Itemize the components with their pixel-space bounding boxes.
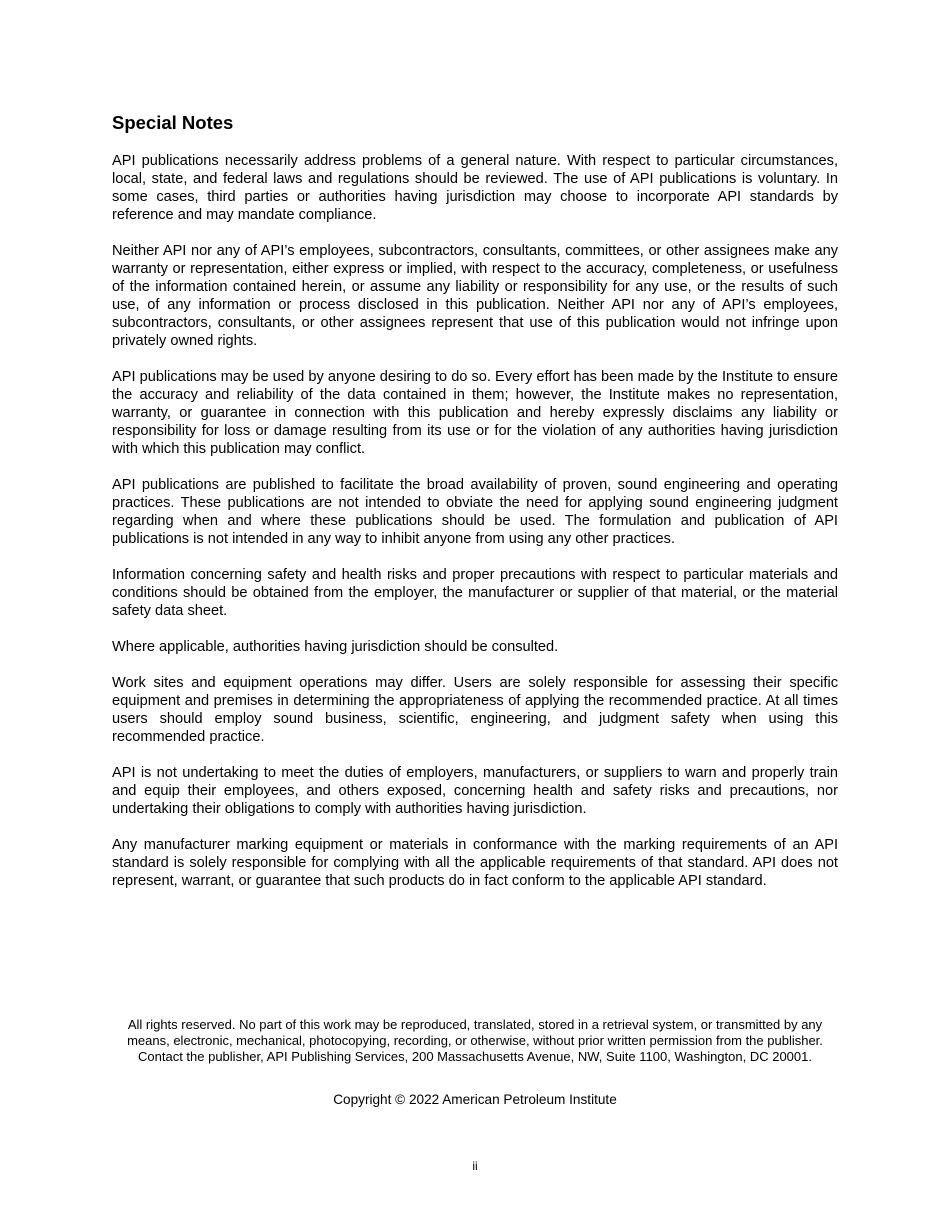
paragraph-9: Any manufacturer marking equipment or materials in conformance with the marking requirements of an API standard is solely responsible for complying with all the applicable requirements of that standard. API does not represent, warrant, or guarantee that such products do in fact conform to the applicable API standard. <box>112 837 838 889</box>
paragraph-6: Where applicable, authorities having jurisdiction should be consulted. <box>112 639 559 655</box>
paragraph-5: Information concerning safety and health risks and proper precautions with respect to particular materials and conditions should be obtained from the employer, the manufacturer or supplier of that material, or the material safety data sheet. <box>112 567 838 619</box>
page-number: ii <box>472 1159 478 1173</box>
paragraph-4: API publications are published to facilitate the broad availability of proven, sound engineering and operating practices. These publications are not intended to obviate the need for applying sound engineering judgment regarding when and where these publications should be used. The formulation and publication of API publications is not intended in any way to inhibit anyone from using any other practices. <box>112 477 838 547</box>
paragraph-1: API publications necessarily address problems of a general nature. With respect to particular circumstances, local, state, and federal laws and regulations should be reviewed. The use of API publications is voluntary. In some cases, third parties or authorities having jurisdiction may choose to incorporate API standards by reference and may mandate compliance. <box>112 153 838 223</box>
paragraph-7: Work sites and equipment operations may differ. Users are solely responsible for assessing their specific equipment and premises in determining the appropriateness of applying the recommended practice. At all times users should employ sound business, scientific, engineering, and judgment safety when using this recommended practice. <box>112 675 838 745</box>
paragraph-8: API is not undertaking to meet the duties of employers, manufacturers, or suppliers to warn and properly train and equip their employees, and others exposed, concerning health and safety risks and precautions, nor undertaking their obligations to comply with authorities having jurisdiction. <box>112 765 838 817</box>
paragraph-2: Neither API nor any of API’s employees, subcontractors, consultants, committees, or other assignees make any warranty or representation, either express or implied, with respect to the accuracy, completeness, or usefulness of the information contained herein, or assume any liability or responsibility for any use, or the results of such use, of any information or process disclosed in this publication. Neither API nor any of API’s employees, subcontractors, consultants, or other assignees represent that use of this publication would not infringe upon privately owned rights. <box>112 243 838 349</box>
copyright-line: Copyright © 2022 American Petroleum Institute <box>333 1092 617 1107</box>
rights-notice: All rights reserved. No part of this work may be reproduced, translated, stored in a retrieval system, or transmitted by any means, electronic, mechanical, photocopying, recording, or otherwise, without prior written permission from the publisher. Contact the publisher, API Publishing Services, 200 Massachusetts Avenue, NW, Suite 1100, Washington, DC 20001. <box>127 1017 823 1065</box>
paragraph-3: API publications may be used by anyone desiring to do so. Every effort has been made by the Institute to ensure the accuracy and reliability of the data contained in them; however, the Institute makes no representation, warranty, or guarantee in connection with this publication and hereby expressly disclaims any liability or responsibility for loss or damage resulting from its use or for the violation of any authorities having jurisdiction with which this publication may conflict. <box>112 369 838 457</box>
page-title: Special Notes <box>112 112 234 133</box>
special-notes-body <box>112 152 838 908</box>
